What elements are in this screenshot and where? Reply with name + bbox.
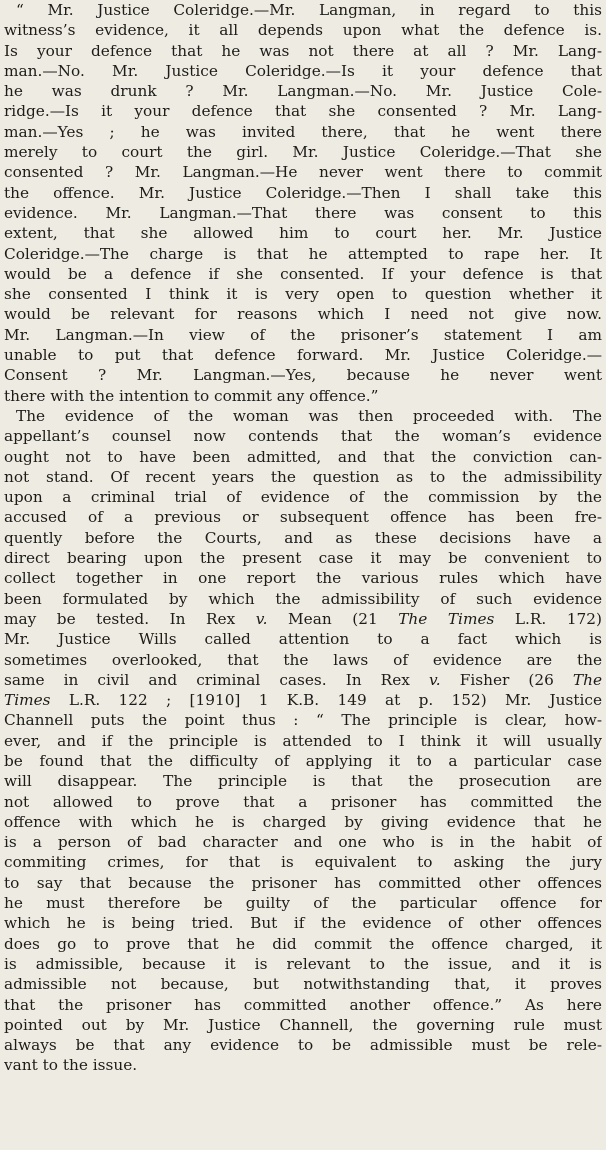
text-line: he was drunk ? Mr. Langman.—No. Mr. Justice Cole- (4, 82, 602, 101)
text-line: consented ? Mr. Langman.—He never went there to commit (4, 163, 602, 182)
text-line: would be relevant for reasons which I need not give now. (4, 305, 602, 324)
text-line: always be that any evidence to be admissible must be rele- (4, 1036, 602, 1055)
text-line: merely to court the girl. Mr. Justice Coleridge.—That she (4, 143, 602, 162)
text-line: would be a defence if she consented. If your defence is that (4, 264, 602, 283)
text-line: Consent ? Mr. Langman.—Yes, because he never went (4, 366, 602, 385)
text-line: Channell puts the point thus : “ The principle is clear, how- (4, 711, 602, 730)
text-line: she consented I think it is very open to question whether it (4, 285, 602, 304)
text-line: be found that the difficulty of applying it to a particular case (4, 751, 602, 770)
text-line: witness’s evidence, it all depends upon what the defence is. (4, 21, 602, 40)
text-line: collect together in one report the various rules which have (4, 569, 602, 588)
text-line: there with the intention to commit any offence.” (4, 386, 379, 405)
text-line: is a person of bad character and one who is in the habit of (4, 833, 602, 852)
text-line: Mr. Justice Wills called attention to a fact which is (4, 630, 602, 649)
text-line: is admissible, because it is relevant to the issue, and it is (4, 954, 602, 973)
text-line: sometimes overlooked, that the laws of evidence are the (4, 650, 602, 669)
text-line: appellant’s counsel now contends that the woman’s evidence (4, 427, 602, 446)
body-paragraph (4, 406, 602, 1076)
text-line: same in civil and criminal cases. In Rex v. Fisher (26 The (4, 670, 602, 689)
text-line: commiting crimes, for that is equivalent to asking the jury (4, 853, 602, 872)
text-line: unable to put that defence forward. Mr. Justice Coleridge.— (4, 346, 602, 365)
text-line: ridge.—Is it your defence that she consented ? Mr. Lang- (4, 102, 602, 121)
text-line: extent, that she allowed him to court her. Mr. Justice (4, 224, 602, 243)
text-line: accused of a previous or subsequent offence has been fre- (4, 508, 602, 527)
text-line: ought not to have been admitted, and that the conviction can- (4, 447, 602, 466)
text-line: does go to prove that he did commit the offence charged, it (4, 934, 602, 953)
text-line: offence with which he is charged by giving evidence that he (4, 812, 602, 831)
quoted-transcript-paragraph (4, 0, 602, 406)
text-line: man.—Yes ; he was invited there, that he went there (4, 122, 602, 141)
text-line: that the prisoner has committed another offence.” As here (4, 995, 602, 1014)
text-line: direct bearing upon the present case it may be convenient to (4, 549, 602, 568)
text-line: not allowed to prove that a prisoner has committed the (4, 792, 602, 811)
text-line: ever, and if the principle is attended to I think it will usually (4, 731, 602, 750)
text-line: The evidence of the woman was then proceeded with. The (16, 406, 602, 425)
text-line: will disappear. The principle is that the prosecution are (4, 772, 602, 791)
text-line: the offence. Mr. Justice Coleridge.—Then I shall take this (4, 183, 602, 202)
text-line: to say that because the prisoner has committed other offences (4, 873, 602, 892)
text-line: “ Mr. Justice Coleridge.—Mr. Langman, in regard to this (16, 1, 602, 19)
text-line: which he is being tried. But if the evidence of other offences (4, 914, 602, 933)
text-line: evidence. Mr. Langman.—That there was consent to this (4, 203, 602, 222)
text-line: may be tested. In Rex v. Mean (21 The Times L.R. 172) (4, 609, 602, 628)
text-line: quently before the Courts, and as these decisions have a (4, 528, 602, 547)
text-line: vant to the issue. (4, 1056, 138, 1075)
text-line: upon a criminal trial of evidence of the commission by the (4, 488, 602, 507)
text-line: Coleridge.—The charge is that he attempted to rape her. It (4, 244, 602, 263)
text-line: not stand. Of recent years the question as to the admissibility (4, 467, 602, 486)
text-line: Times L.R. 122 ; [1910] 1 K.B. 149 at p. 152) Mr. Justice (4, 691, 602, 710)
text-line: pointed out by Mr. Justice Channell, the governing rule must (4, 1015, 602, 1034)
text-line: Is your defence that he was not there at all ? Mr. Lang- (4, 41, 602, 60)
text-line: admissible not because, but notwithstanding that, it proves (4, 975, 602, 994)
text-line: man.—No. Mr. Justice Coleridge.—Is it your defence that (4, 61, 602, 80)
text-line: he must therefore be guilty of the particular offence for (4, 894, 602, 913)
text-line: Mr. Langman.—In view of the prisoner’s statement I am (4, 325, 602, 344)
text-line: been formulated by which the admissibility of such evidence (4, 589, 602, 608)
